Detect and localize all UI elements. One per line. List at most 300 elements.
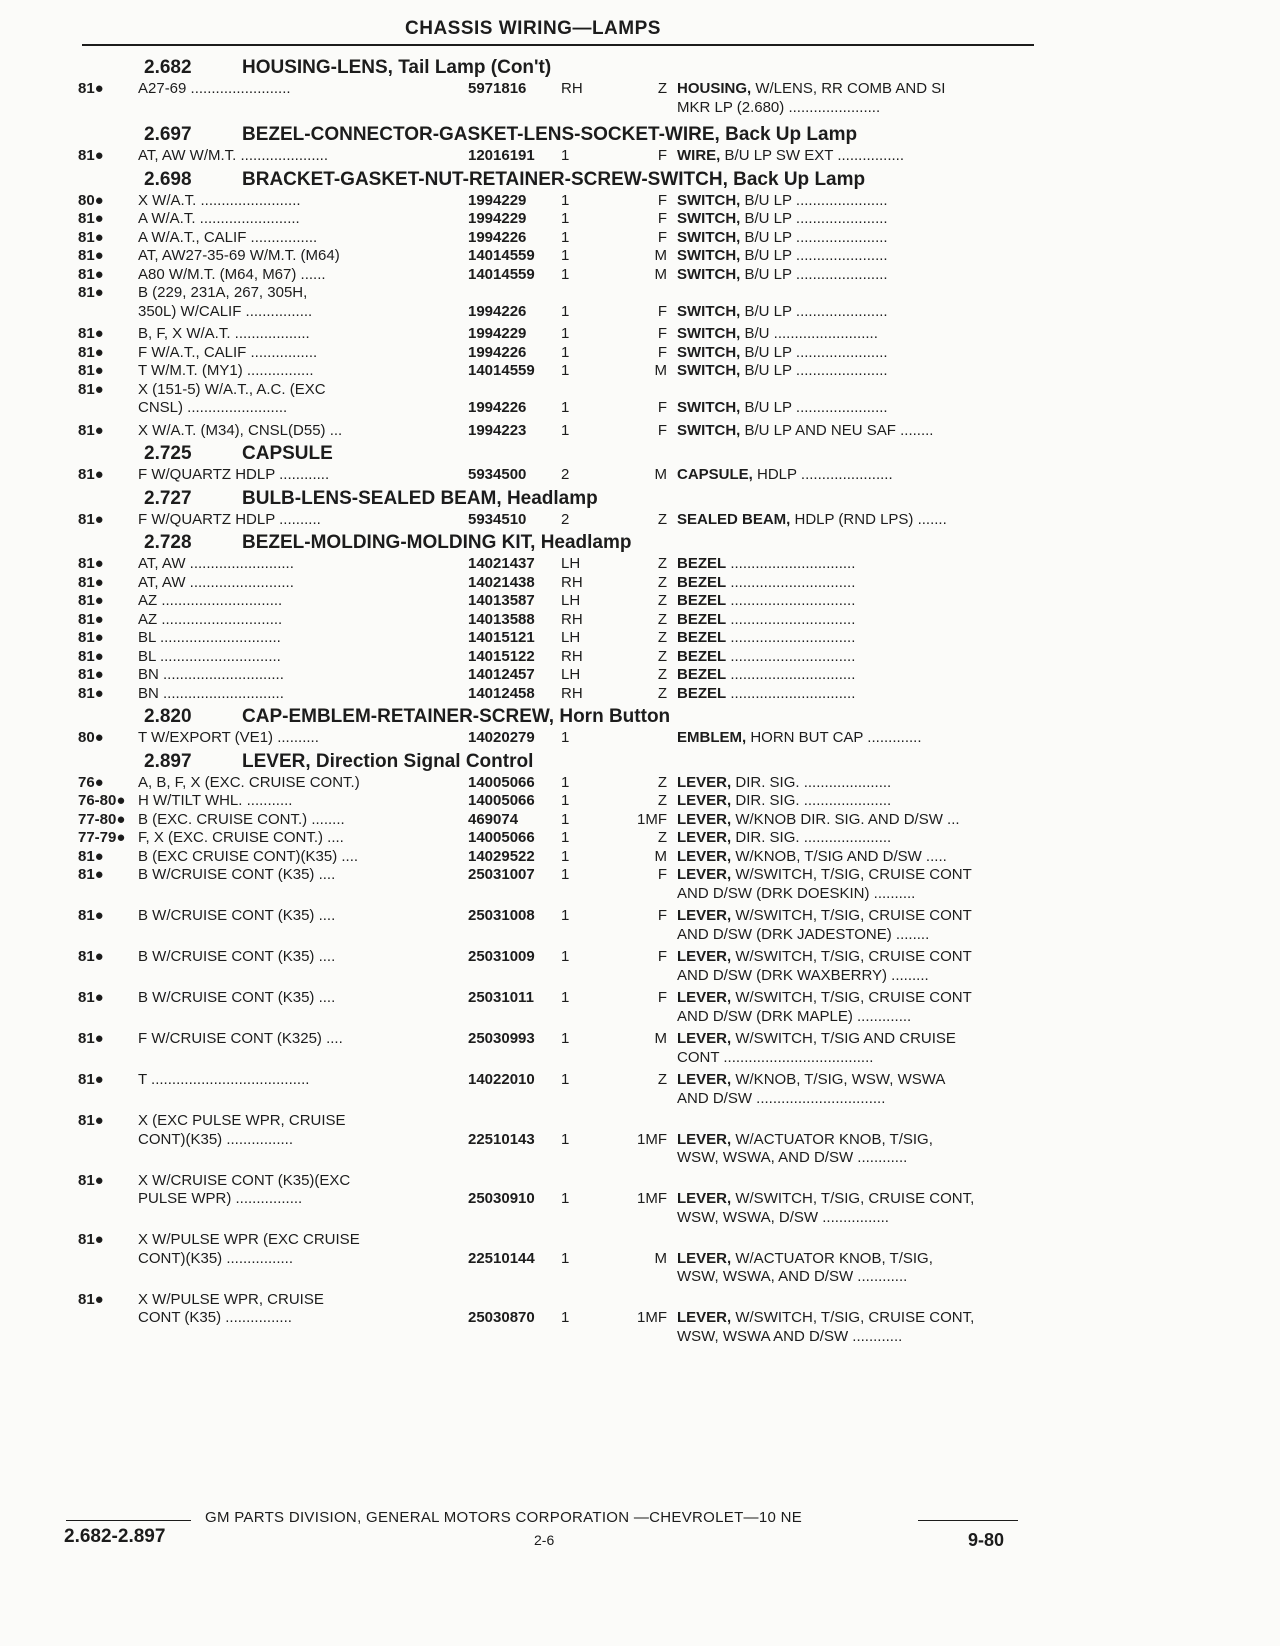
description-text: AND D/SW ............................... [677,1089,886,1107]
description-line [677,592,1038,611]
description-text: MKR LP (2.680) ...................... [677,98,881,116]
application [138,511,468,530]
description-name: SWITCH, [677,399,741,416]
quantity-or-side: 1 [561,247,570,264]
application-line: X W/PULSE WPR (EXC CRUISE [138,1231,360,1248]
source-code: M [654,265,667,283]
model-year: 81● [78,573,104,591]
description-name: SWITCH, [677,228,741,246]
description-name: LEVER, [677,792,732,809]
part-number: 14015122 [468,647,535,665]
application-line: AZ ............................. [138,610,283,628]
quantity-or-side: 1 [561,302,570,320]
description-line [677,926,1038,945]
part-row [78,555,1038,574]
source-code [601,729,677,748]
application [138,325,468,344]
description [677,192,1038,211]
source-code: M [654,466,667,483]
model-year: 81● [78,147,104,164]
quantity-or-side: 1 [561,1030,570,1047]
part-row [78,422,1038,441]
description-name: LEVER, [677,829,732,846]
description-line [677,907,1038,926]
description-text: AND D/SW (DRK JADESTONE) ........ [677,925,930,943]
model-year: 81● [78,948,104,965]
description [677,466,1038,485]
model-year: 81● [78,228,104,246]
description-text: B/U LP AND NEU SAF ........ [744,421,934,439]
description-line [677,574,1038,593]
part-number: 14005066 [468,773,535,791]
part-row [78,147,1038,166]
model-year: 81● [78,1171,104,1189]
section-number: 2.697 [144,124,192,145]
source-code: F [657,343,667,361]
source-code: F [657,228,667,246]
part-number: 14020279 [468,729,535,746]
description [677,989,1038,1026]
part-row [78,666,1038,685]
application [138,648,468,667]
description-line [677,362,1038,381]
part-row [78,811,1038,830]
part-number: 14014559 [468,247,535,264]
part-row [78,907,1038,944]
section-number: 2.698 [144,168,192,190]
application [138,1030,468,1067]
quantity-or-side: RH [561,573,583,591]
quantity-or-side: RH [561,647,583,665]
description-line [677,1008,1038,1027]
part-row [78,774,1038,793]
description-text: W/LENS, RR COMB AND SI [755,80,946,97]
description-text: HORN BUT CAP ............. [750,729,922,746]
description-text: W/SWITCH, T/SIG, CRUISE CONT, [735,1190,975,1207]
model-year: 81● [78,510,104,528]
description-name: LEVER, [677,1309,732,1326]
model-year: 80● [78,191,104,209]
application-line: X (151-5) W/A.T., A.C. (EXC [138,380,326,398]
application [138,829,468,848]
part-number: 5934500 [468,466,527,483]
description-text: W/SWITCH, T/SIG, CRUISE CONT [735,907,972,924]
description-name: SWITCH, [677,325,741,342]
section-heading [78,531,1038,555]
part-number: 14012458 [468,684,535,702]
description-line [677,1209,1038,1228]
part-number: 14013587 [468,592,535,609]
application-line: BL ............................. [138,647,281,665]
description-name: LEVER, [677,773,732,791]
description [677,1071,1038,1108]
model-year: 81● [78,210,104,227]
source-code: M [654,1030,667,1047]
application-line: T ...................................... [138,1071,310,1088]
footer-left-rule [66,1520,191,1521]
description-text: .............................. [730,629,856,646]
description-line [677,1090,1038,1109]
model-year: 81● [78,907,104,924]
description-name: LEVER, [677,1071,732,1088]
part-row [78,1291,1038,1347]
description [677,381,1038,418]
source-code: Z [657,773,667,791]
part-row [78,1172,1038,1228]
application-line: BN ............................. [138,684,284,702]
description [677,811,1038,830]
source-code: F [657,907,667,924]
application [138,1291,468,1347]
application-line: T W/M.T. (MY1) ................ [138,362,314,379]
footer-section-range: 2.682-2.897 [64,1526,166,1547]
application [138,666,468,685]
description-name: LEVER, [677,866,732,883]
quantity-or-side: 1 [561,228,570,246]
part-number: 25031011 [468,989,534,1006]
description-line [677,1309,1038,1328]
description-line [677,1328,1038,1347]
part-row [78,729,1038,748]
quantity-or-side: 1 [561,421,570,439]
application-line: B (EXC CRUISE CONT)(K35) .... [138,847,359,865]
model-year: 77-80● [78,810,126,828]
part-number: 14021438 [468,573,535,591]
application-line: F W/A.T., CALIF ................ [138,343,318,361]
description-text: CONT .................................... [677,1048,874,1066]
description-text: WSW, WSWA, AND D/SW ............ [677,1268,908,1285]
section-title: BULB-LENS-SEALED BEAM, Headlamp [242,487,598,509]
application-line: 350L) W/CALIF ................ [138,302,313,320]
description-line [677,1131,1038,1150]
application-line: X W/CRUISE CONT (K35)(EXC [138,1171,351,1189]
application [138,466,468,485]
quantity-or-side: RH [561,684,583,702]
description-name: SWITCH, [677,343,741,361]
quantity-or-side: LH [561,592,581,609]
part-row [78,1030,1038,1067]
section-heading [78,750,1038,774]
model-year: 81● [78,1071,104,1088]
quantity-or-side: 1 [561,866,570,883]
description-text: B/U ......................... [744,325,878,342]
row-gap [78,1346,1038,1350]
description-name: HOUSING, [677,80,752,97]
part-row [78,381,1038,418]
description-name: LEVER, [677,810,732,828]
application-line: F, X (EXC. CRUISE CONT.) .... [138,829,344,846]
description-name: LEVER, [677,989,732,1006]
quantity-or-side: RH [561,610,583,628]
source-code: M [654,1249,667,1267]
description-text: WSW, WSWA, D/SW ................ [677,1208,889,1226]
description-text: W/SWITCH, T/SIG, CRUISE CONT [735,989,972,1006]
source-code: F [657,399,667,416]
part-row [78,80,1038,117]
section-title: BRACKET-GASKET-NUT-RETAINER-SCREW-SWITCH, Back Up Lamp [242,168,866,190]
part-number: 22510143 [468,1130,535,1148]
quantity-or-side: 1 [561,147,570,164]
model-year: 81● [78,284,104,301]
footer-organization: GM PARTS DIVISION, GENERAL MOTORS CORPORATION —CHEVROLET—10 NE [205,1509,803,1526]
section-heading [78,56,1038,80]
part-number: 14012457 [468,666,535,683]
description-text: B/U LP ...................... [744,210,888,227]
description-text: HDLP ...................... [757,466,893,483]
section-number: 2.728 [144,532,192,553]
source-code: Z [657,647,667,665]
application [138,344,468,363]
description-line [677,666,1038,685]
application [138,611,468,630]
section-number: 2.820 [144,706,192,727]
source-code: Z [657,1071,667,1088]
application [138,80,468,117]
application-line: A, B, F, X (EXC. CRUISE CONT.) [138,773,360,791]
model-year: 81● [78,610,104,628]
application-line: AT, AW ......................... [138,555,294,572]
application [138,422,468,441]
part-number: 1994229 [468,325,527,342]
description-line [677,80,1038,99]
part-row [78,989,1038,1026]
description-text: B/U LP ...................... [744,247,888,264]
description-line [677,629,1038,648]
application [138,147,468,166]
quantity-or-side: 1 [561,1130,570,1148]
description-line [677,1250,1038,1269]
description [677,229,1038,248]
model-year: 81● [78,247,104,264]
part-number: 1994229 [468,210,527,227]
description [677,729,1038,748]
description-text: B/U LP ...................... [744,265,888,283]
description-line [677,422,1038,441]
source-code: Z [657,510,667,528]
description-line [677,1030,1038,1049]
description [677,247,1038,266]
section-title: CAPSULE [242,443,333,464]
description-line [677,192,1038,211]
model-year: 81● [78,1231,104,1248]
part-row [78,229,1038,248]
quantity-or-side: 1 [561,792,570,809]
description [677,611,1038,630]
description-line [677,266,1038,285]
description-name: SWITCH, [677,191,741,209]
application [138,284,468,321]
source-code: F [657,325,667,342]
application-line: AT, AW W/M.T. ..................... [138,147,329,164]
source-code: M [654,362,667,379]
description-line [677,885,1038,904]
part-number: 22510144 [468,1249,535,1267]
application [138,774,468,793]
quantity-or-side: 1 [561,191,570,209]
description-line [677,1049,1038,1068]
part-number: 14014559 [468,265,535,283]
source-code: 1MF [637,1190,667,1207]
description [677,792,1038,811]
description-name: WIRE, [677,147,721,164]
description [677,574,1038,593]
part-number: 14013588 [468,610,535,628]
description-line [677,399,1038,418]
application [138,381,468,418]
part-row [78,247,1038,266]
application-line: T W/EXPORT (VE1) .......... [138,729,319,746]
application [138,266,468,285]
part-number: 14029522 [468,847,535,865]
source-code: Z [657,592,667,609]
quantity-or-side: LH [561,555,581,572]
description-line [677,774,1038,793]
description [677,648,1038,667]
application-line: CONT)(K35) ................ [138,1249,294,1267]
source-code: F [657,989,667,1006]
source-code: F [657,866,667,883]
description-text: WSW, WSWA, AND D/SW ............ [677,1149,908,1166]
part-number: 25030870 [468,1309,535,1326]
description-line [677,210,1038,229]
application [138,629,468,648]
description-text: W/KNOB DIR. SIG. AND D/SW ... [735,810,960,828]
application-line: AT, AW ......................... [138,573,294,591]
application-line: B (229, 231A, 267, 305H, [138,284,308,301]
description [677,774,1038,793]
application [138,362,468,381]
description-name: BEZEL [677,573,727,591]
part-number: 14015121 [468,629,535,646]
part-row [78,266,1038,285]
application [138,989,468,1026]
source-code: 1MF [637,810,667,828]
description-line [677,555,1038,574]
part-number: 25030993 [468,1030,535,1047]
source-code: F [657,302,667,320]
application-line: B (EXC. CRUISE CONT.) ........ [138,810,345,828]
section-heading [78,487,1038,511]
source-code: F [657,948,667,965]
application-line: B W/CRUISE CONT (K35) .... [138,866,336,883]
quantity-or-side: 1 [561,847,570,865]
section-title: BEZEL-MOLDING-MOLDING KIT, Headlamp [242,532,632,553]
description-name: LEVER, [677,847,732,865]
part-row [78,511,1038,530]
application [138,729,468,748]
part-row [78,1112,1038,1168]
description-text: W/SWITCH, T/SIG, CRUISE CONT [735,866,972,883]
description-line [677,948,1038,967]
model-year: 81● [78,1112,104,1129]
description-name: LEVER, [677,907,732,924]
part-number: 25031007 [468,866,535,883]
model-year: 81● [78,1030,104,1047]
part-row [78,1071,1038,1108]
quantity-or-side: 1 [561,343,570,361]
source-code: 1MF [637,1309,667,1326]
part-row [78,362,1038,381]
application-line: B, F, X W/A.T. .................. [138,325,310,342]
application [138,792,468,811]
part-row [78,1231,1038,1287]
model-year: 81● [78,466,104,483]
description-line [677,381,1038,400]
part-number: 469074 [468,810,519,828]
quantity-or-side: LH [561,629,581,646]
description [677,829,1038,848]
description-name: BEZEL [677,555,727,572]
quantity-or-side: 1 [561,325,570,342]
model-year: 81● [78,343,104,361]
application-line: BL ............................. [138,629,281,646]
description-line [677,729,1038,748]
description [677,284,1038,321]
part-row [78,848,1038,867]
description-line [677,284,1038,303]
description-text: W/SWITCH, T/SIG, CRUISE CONT [735,948,972,965]
application [138,192,468,211]
description-line [677,967,1038,986]
description-text: B/U LP ...................... [744,228,888,246]
description-text: W/ACTUATOR KNOB, T/SIG, [735,1130,933,1148]
description-name: CAPSULE, [677,466,753,483]
application [138,907,468,944]
part-number: 1994226 [468,228,527,246]
description-name: SWITCH, [677,302,741,320]
quantity-or-side: 1 [561,989,570,1006]
description-line [677,1268,1038,1287]
quantity-or-side: LH [561,666,581,683]
description-text: DIR. SIG. ..................... [735,773,892,791]
description-text: .............................. [730,610,856,628]
part-row [78,344,1038,363]
description-text: B/U LP SW EXT ................ [724,147,905,164]
description-line [677,1172,1038,1191]
application-line: X (EXC PULSE WPR, CRUISE [138,1112,346,1129]
application-line: B W/CRUISE CONT (K35) .... [138,907,336,924]
application-line: A W/A.T., CALIF ................ [138,228,318,246]
quantity-or-side: 1 [561,210,570,227]
description [677,848,1038,867]
description [677,1231,1038,1287]
part-number: 14022010 [468,1071,535,1088]
source-code: Z [657,610,667,628]
application-line: AT, AW27-35-69 W/M.T. (M64) [138,247,340,264]
model-year: 77-79● [78,829,126,846]
description-text: AND D/SW (DRK DOESKIN) .......... [677,884,916,902]
model-year: 81● [78,666,104,683]
quantity-or-side: 1 [561,907,570,924]
part-number: 14014559 [468,362,535,379]
section-heading [78,123,1038,147]
description [677,325,1038,344]
description-line [677,1291,1038,1310]
description-name: LEVER, [677,1030,732,1047]
application [138,247,468,266]
quantity-or-side: 1 [561,729,570,746]
header-rule [82,44,1034,46]
source-code: F [657,210,667,227]
part-number: 14005066 [468,792,535,809]
source-code: Z [657,666,667,683]
application-line: F W/QUARTZ HDLP .......... [138,510,321,528]
part-number: 1994226 [468,399,527,416]
application-line: CNSL) ........................ [138,399,288,416]
application-line: A27-69 ........................ [138,80,291,97]
description [677,147,1038,166]
description-name: SEALED BEAM, [677,510,791,528]
